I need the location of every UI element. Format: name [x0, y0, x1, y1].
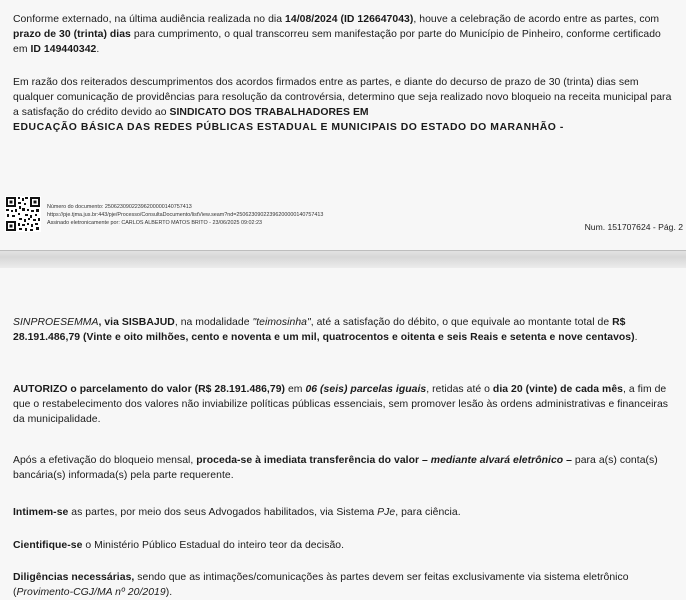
- paragraph-diligencias: [13, 570, 677, 600]
- intimem-se: Intimem-se: [13, 507, 69, 518]
- text: , para ciência.: [395, 507, 461, 518]
- union-acronym: SINPROESEMMA: [13, 317, 99, 328]
- document-number: Número do documento: 25062309022396200000140757413: [47, 204, 192, 210]
- paragraph-bloqueio: [13, 75, 677, 135]
- paragraph-transferencia: [13, 453, 677, 483]
- installments: 06 (seis) parcelas iguais: [305, 384, 427, 395]
- modality: "teimosinha": [252, 317, 311, 328]
- text: .: [634, 332, 638, 343]
- paragraph-audiencia: [13, 12, 677, 57]
- text: .: [96, 44, 100, 55]
- text: as partes, por meio dos seus Advogados habilitados, via Sistema: [68, 507, 378, 518]
- document-metadata: [47, 204, 323, 227]
- page-separator: [0, 250, 686, 268]
- document-page-bottom: [0, 268, 686, 600]
- qr-code-icon: [5, 196, 41, 232]
- amount: R$ 28.191.486,79 (Vinte e oito milhões, cento e noventa e um mil, quatrocentos e oitenta e seis Reais e setenta e nove centavos): [13, 317, 635, 343]
- deadline: prazo de 30 (trinta) dias: [13, 29, 131, 40]
- due-day: dia 20 (vinte) de cada mês: [492, 384, 624, 395]
- page-number: Num. 151707624 - Pág. 2: [584, 222, 683, 232]
- hearing-date: 14/08/2024 (ID 126647043): [285, 14, 414, 25]
- text: , a fim de que o restabelecimento dos valores não inviabilize políticas públicas essenciais, sem promover lesão às ordens administrativas e financeiras da municipalidade.: [13, 384, 669, 425]
- paragraph-cientifique: [13, 538, 677, 553]
- certificate-id: ID 149440342: [30, 44, 97, 55]
- text: para cumprimento, o qual transcorreu sem manifestação por parte do Município de Pinheiro, conforme certificado em: [13, 29, 661, 55]
- text: Conforme externado, na última audiência realizada no dia: [13, 14, 286, 25]
- cientifique-se: Cientifique-se: [13, 540, 83, 551]
- document-link[interactable]: https://pje.tjma.jus.br:443/pje/Processo/ConsultaDocumento/listView.seam?nd=25062309022396200000140757413: [47, 211, 324, 218]
- document-footer: [3, 196, 683, 242]
- document-page-top: [0, 0, 686, 250]
- page-separator-line: [0, 250, 686, 251]
- text: ).: [165, 587, 173, 598]
- electronic-permit: mediante alvará eletrônico: [430, 455, 564, 466]
- paragraph-intimem: [13, 505, 677, 520]
- text: Em razão dos reiterados descumprimentos dos acordos firmados entre as partes, e diante do decurso de prazo de 30 (trinta) dias sem qualquer comunicação de providências para resolução da controvérsia, determino que seja realizado novo bloqueio na receita municipal para a satisfação do crédito devido ao: [13, 77, 672, 118]
- provimento: Provimento-CGJ/MA nº 20/2019: [16, 587, 166, 598]
- union-name-part2: EDUCAÇÃO BÁSICA DAS REDES PÚBLICAS ESTADUAL E MUNICIPAIS DO ESTADO DO MARANHÃO -: [13, 122, 564, 133]
- text: , até a satisfação do débito, o que equivale ao montante total de: [310, 317, 613, 328]
- signature-info: Assinado eletronicamente por: CARLOS ALBERTO MATOS BRITO - 23/06/2025 09:02:23: [47, 219, 262, 226]
- text: , retidas até o: [426, 384, 493, 395]
- via-sisbajud: , via SISBAJUD: [98, 317, 175, 328]
- paragraph-autorizo: [13, 382, 677, 427]
- paragraph-sisbajud: [13, 315, 677, 345]
- text: o Ministério Público Estadual do inteiro teor da decisão.: [82, 540, 345, 551]
- text: , houve a celebração de acordo entre as partes, com: [413, 14, 660, 25]
- pje: PJe: [377, 507, 396, 518]
- text: em: [285, 384, 306, 395]
- authorization: AUTORIZO o parcelamento do valor (R$ 28.191.486,79): [13, 384, 286, 395]
- text: Após a efetivação do bloqueio mensal,: [13, 455, 197, 466]
- transfer-order: proceda-se à imediata transferência do valor –: [196, 455, 431, 466]
- union-name-part1: SINDICATO DOS TRABALHADORES EM: [169, 107, 369, 118]
- text: , na modalidade: [174, 317, 253, 328]
- text: sendo que as intimações/comunicações às partes devem ser feitas exclusivamente via sistema eletrônico (: [13, 572, 629, 598]
- dash: –: [563, 455, 572, 466]
- text: para a(s) conta(s) bancária(s) informada(s) pela parte requerente.: [13, 455, 658, 481]
- diligencias: Diligências necessárias,: [13, 572, 135, 583]
